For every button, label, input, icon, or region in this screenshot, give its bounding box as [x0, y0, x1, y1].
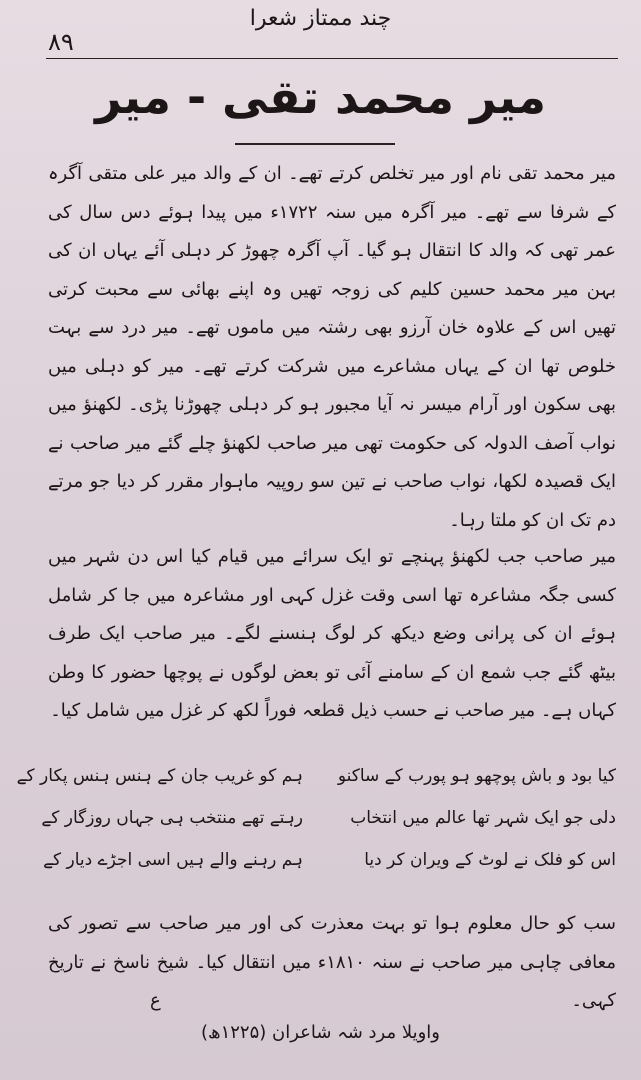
title-underline — [235, 143, 395, 145]
poem-line: ہم رہنے والے ہیں اسی اجڑے دیار کے — [43, 850, 303, 870]
poem-qita — [16, 755, 616, 905]
verse-mark: ع — [150, 990, 161, 1011]
poem-line: دلی جو ایک شہر تھا عالم میں انتخاب — [350, 808, 616, 828]
page-number: ۸۹ — [48, 28, 74, 56]
paragraph-death: سب کو حال معلوم ہوا تو بہت معذرت کی اور میر صاحب سے تصور کی معافی چاہی میر صاحب نے سنہ ۱۸۱۰ء میں انتقال کیا۔ شیخ ناسخ نے تاریخ کہی۔ — [48, 913, 616, 1011]
poem-line: اس کو فلک نے لوٹ کے ویران کر دیا — [364, 850, 616, 870]
poem-right-column — [337, 755, 616, 881]
header-divider — [46, 58, 618, 59]
poem-line: کیا بود و باش پوچھو ہو پورب کے ساکنو — [337, 766, 616, 786]
running-header: چند ممتاز شعرا — [249, 6, 392, 31]
poem-left-column — [16, 755, 303, 881]
chronogram-line: واویلا مرد شہ شاعران (۱۲۲۵ھ) — [201, 1022, 440, 1043]
paragraph-mushaira: میر صاحب جب لکھنؤ پہنچے تو ایک سرائے میں قیام کیا اس دن شہر میں کسی جگہ مشاعرہ تھا اسی وقت غزل کہی اور مشاعرہ میں جا کر شامل ہوئے ان کی پرانی وضع دیکھ کر لوگ ہنسنے لگے۔ میر صاحب ایک طرف بیٹھ گئے جب شمع ان کے سامنے آئی تو بعض لوگوں نے پوچھا حضور کا وطن کہاں ہے۔ میر صاحب نے حسب ذیل قطعہ فوراً لکھ کر غزل میں شامل کیا۔ — [48, 546, 616, 721]
paragraph-biography: میر محمد تقی نام اور میر تخلص کرتے تھے۔ ان کے والد میر علی متقی آگرہ کے شرفا سے تھے۔ میر آگرہ میں سنہ ۱۷۲۲ء میں پیدا ہوئے دس سال کی عمر تھی کہ والد کا انتقال ہو گیا۔ آپ آگرہ چھوڑ کر دہلی آئے یہاں ان کی بہن میر محمد حسین کلیم کی زوجہ تھیں وہ اپنے بھائی سے محبت کرتی تھیں اس کے علاوہ خان آرزو بھی رشتہ میں ماموں تھے۔ میر درد سے بہت خلوص تھا ان کے یہاں مشاعرے میں شرکت کرتے تھے۔ میر کو دہلی میں بھی سکون اور آرام میسر نہ آیا مجبور ہو کر دہلی چھوڑنا پڑی۔ لکھنؤ میں نواب آصف الدولہ کی حکومت تھی میر صاحب لکھنؤ چلے گئے میر صاحب نے ایک قصیدہ لکھا، نواب صاحب نے تین سو روپیہ ماہوار مقرر کر دیا جو مرتے دم تک ان کو ملتا رہا۔ — [48, 163, 616, 531]
page-title: میر محمد تقی - میر — [95, 70, 546, 124]
poem-line: رہتے تھے منتخب ہی جہاں روزگار کے — [41, 808, 303, 828]
poem-line: ہم کو غریب جان کے ہنس ہنس پکار کے — [16, 766, 303, 786]
